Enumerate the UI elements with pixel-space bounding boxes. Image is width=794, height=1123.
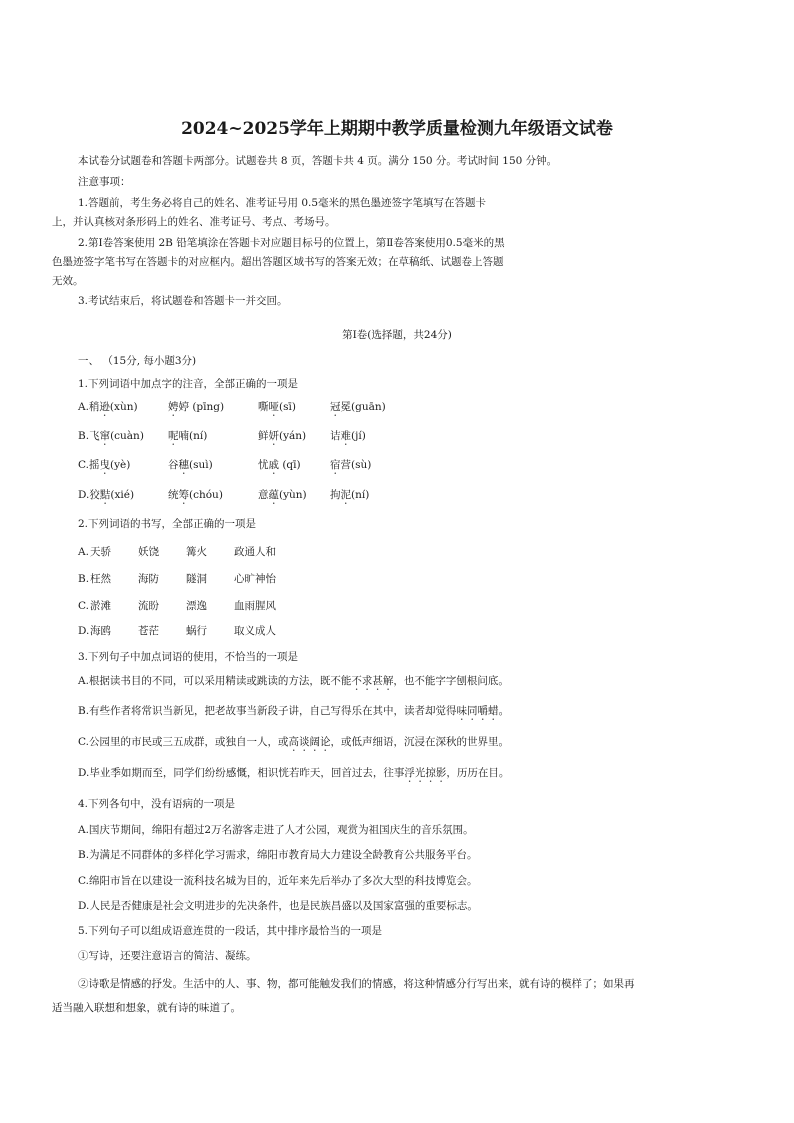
dotted-character: 窜 bbox=[99, 430, 111, 442]
question-2-option-d-word: 蜗行 bbox=[186, 625, 207, 637]
dotted-character: 蕴 bbox=[268, 489, 279, 501]
question-3-option-b bbox=[78, 704, 509, 723]
question-1-option-a-word bbox=[258, 400, 296, 419]
question-1-option-b-word bbox=[78, 429, 144, 448]
marked-phrase: 味同嚼蜡 bbox=[456, 705, 499, 717]
question-1-option-c-word bbox=[168, 458, 213, 477]
dotted-character: 黠 bbox=[99, 489, 111, 501]
notice-2-line-3: 无效。 bbox=[52, 275, 84, 287]
question-2-option-a-word: 天骄 bbox=[90, 546, 111, 558]
option-label: B. bbox=[78, 430, 90, 442]
question-1-option-d-word bbox=[168, 488, 223, 507]
dotted-character: 泥 bbox=[340, 489, 351, 501]
word-text: 飞 bbox=[89, 430, 100, 442]
word-text: (xié) bbox=[110, 489, 135, 501]
question-5-sentence-1: ①写诗，还要注意语言的简洁、凝练。 bbox=[78, 950, 257, 962]
option-text: C.公园里的市民或三五成群，或独自一人，或 bbox=[78, 736, 289, 748]
question-3-stem: 3.下列句子中加点词语的使用，不恰当的一项是 bbox=[78, 651, 299, 663]
dotted-character: 呢 bbox=[168, 430, 179, 442]
question-1-option-a-word bbox=[168, 400, 224, 419]
word-text: 狡 bbox=[89, 489, 100, 501]
option-label: B. bbox=[78, 573, 90, 585]
option-text: ，或低声细语，沉浸在深秋的世界里。 bbox=[330, 736, 509, 748]
notice-heading: 注意事项： bbox=[78, 176, 131, 188]
word-text: 谷 bbox=[168, 459, 179, 471]
word-text: (ní) bbox=[351, 489, 370, 501]
word-text: 冕(guān) bbox=[340, 401, 386, 413]
option-label: D. bbox=[78, 625, 90, 637]
notice-2-line-1: 2.第Ⅰ卷答案使用 2B 铅笔填涂在答题卡对应题目标号的位置上，第Ⅱ卷答案使用0.5毫米的黑 bbox=[78, 237, 505, 249]
option-label: C. bbox=[78, 600, 89, 612]
marked-phrase: 不求甚解 bbox=[351, 675, 394, 687]
option-text: B.有些作者将常识当新见，把老故事当新段子讲，自己写得乐在其中，读者却觉得 bbox=[78, 705, 457, 717]
word-text: (sī) bbox=[279, 401, 296, 413]
question-1-option-c-word bbox=[258, 458, 301, 477]
option-text: A.根据读书目的不同，可以采用精读或跳读的方法，既不能 bbox=[78, 675, 352, 687]
question-5-sentence-2-line-2: 适当融入联想和想象，就有诗的味道了。 bbox=[52, 1002, 241, 1014]
question-2-option-c-word: 流盼 bbox=[138, 600, 159, 612]
question-1-option-d-word bbox=[78, 488, 134, 507]
question-2-option-a-word: 妖饶 bbox=[138, 546, 159, 558]
marked-phrase: 高谈阔论 bbox=[288, 736, 331, 748]
option-label: A. bbox=[78, 401, 89, 413]
word-text: (xùn) bbox=[109, 401, 138, 413]
dotted-character: 戚 bbox=[268, 459, 279, 471]
dotted-character: 娉 bbox=[168, 401, 179, 413]
option-text: ，也不能字字刨根问底。 bbox=[393, 675, 509, 687]
word-text: 营(sù) bbox=[340, 459, 372, 471]
word-text: (jí) bbox=[351, 430, 366, 442]
question-2-option-b-word: 枉然 bbox=[90, 573, 111, 585]
question-1-option-a-word bbox=[78, 400, 138, 419]
question-1-option-c-word bbox=[330, 458, 371, 477]
notice-3: 3.考试结束后，将试题卷和答题卡一并交回。 bbox=[78, 295, 288, 307]
option-label: C. bbox=[78, 459, 89, 471]
question-5-stem: 5.下列句子可以组成语意连贯的一段话，其中排序最恰当的一项是 bbox=[78, 925, 383, 937]
word-text: 意 bbox=[258, 489, 269, 501]
question-2-option-a-word: 政通人和 bbox=[234, 546, 276, 558]
word-text: 喃(ní) bbox=[178, 430, 208, 442]
question-3-option-a bbox=[78, 674, 509, 693]
option-text: ，历历在目。 bbox=[446, 767, 510, 779]
question-3-option-c bbox=[78, 735, 509, 754]
question-2-option-d-word: 海鸥 bbox=[90, 625, 111, 637]
question-2-option-b-word: 心旷神怡 bbox=[234, 573, 276, 585]
dotted-character: 难 bbox=[340, 430, 351, 442]
question-2-option-b-word: 海防 bbox=[138, 573, 159, 585]
dotted-character: 穗 bbox=[178, 459, 189, 471]
exam-intro: 本试卷分试题卷和答题卡两部分。试题卷共 8 页，答题卡共 4 页。满分 150 分。考试时间 150 分钟。 bbox=[78, 155, 558, 167]
question-1-option-c-word bbox=[78, 458, 130, 477]
exam-title: 2024~2025学年上期期中教学质量检测九年级语文试卷 bbox=[181, 119, 613, 139]
question-3-option-d bbox=[78, 766, 509, 785]
word-text: 鲜 bbox=[258, 430, 269, 442]
option-text: 。 bbox=[498, 705, 510, 717]
question-4-option-d: D.人民是否健康是社会文明进步的先决条件，也是民族昌盛以及国家富强的重要标志。 bbox=[78, 900, 478, 912]
option-label: A. bbox=[78, 546, 89, 558]
word-text: (yán) bbox=[279, 430, 307, 442]
dotted-character: 妍 bbox=[268, 430, 279, 442]
dotted-character: 宿 bbox=[330, 459, 341, 471]
word-text: (suì) bbox=[189, 459, 213, 471]
word-text: (yùn) bbox=[279, 489, 307, 501]
word-text: 统 bbox=[168, 489, 179, 501]
option-label: D. bbox=[78, 489, 90, 501]
word-text: (cuàn) bbox=[110, 430, 144, 442]
notice-1-line-2: 上，并认真核对条形码上的姓名、准考证号、考点、考场号。 bbox=[52, 216, 336, 228]
notice-1-line-1: 1.答题前，考生务必将自己的姓名、准考证号用 0.5毫米的黑色墨迹签字笔填写在答题卡 bbox=[78, 197, 487, 209]
question-5-sentence-2-line-1: ②诗歌是情感的抒发。生活中的人、事、物，都可能触发我们的情感，将这种情感分行写出来，就有诗的模样了；如果再 bbox=[78, 978, 635, 990]
word-text: 拘 bbox=[330, 489, 341, 501]
question-2-option-c-word: 漂逸 bbox=[186, 600, 207, 612]
dotted-character: 曳 bbox=[99, 459, 110, 471]
question-1-option-a-word bbox=[330, 400, 386, 419]
question-4-stem: 4.下列各句中，没有语病的一项是 bbox=[78, 798, 236, 810]
marked-phrase: 浮光掠影 bbox=[404, 767, 447, 779]
question-4-option-c: C.绵阳市旨在以建设一流科技名城为目的，近年来先后举办了多次大型的科技博览会。 bbox=[78, 875, 478, 887]
question-2-option-b-word: 隧洞 bbox=[186, 573, 207, 585]
dotted-character: 哑 bbox=[268, 401, 279, 413]
question-2-option-c-word: 淤滩 bbox=[90, 600, 111, 612]
word-text: 嘶 bbox=[258, 401, 269, 413]
question-1-option-b-word bbox=[168, 429, 207, 448]
notice-2-line-2: 色墨迹签字笔书写在答题卡的对应框内。超出答题区域书写的答案无效；在草稿纸、试题卷上答题 bbox=[52, 256, 504, 268]
word-text: (qī) bbox=[279, 459, 301, 471]
question-4-option-b: B.为满足不同群体的多样化学习需求，绵阳市教育局大力建设全龄教育公共服务平台。 bbox=[78, 849, 478, 861]
question-2-option-c-word: 血雨腥风 bbox=[234, 600, 276, 612]
question-4-option-a: A.国庆节期间，绵阳有超过2万名游客走进了人才公园，观赏为祖国庆生的音乐氛围。 bbox=[78, 824, 474, 836]
question-1-option-b-word bbox=[258, 429, 306, 448]
question-1-option-b-word bbox=[330, 429, 366, 448]
word-text: 摇 bbox=[89, 459, 100, 471]
question-1-option-d-word bbox=[258, 488, 307, 507]
dotted-character: 冠 bbox=[330, 401, 341, 413]
word-text: 忧 bbox=[258, 459, 269, 471]
part-one-heading: 一、 （15分, 每小题3分) bbox=[78, 355, 197, 367]
word-text: (yè) bbox=[110, 459, 131, 471]
question-2-option-d-word: 取义成人 bbox=[234, 625, 276, 637]
option-text: D.毕业季如期而至，同学们纷纷感慨，相识恍若昨天，回首过去，往事 bbox=[78, 767, 405, 779]
dotted-character: 逊 bbox=[99, 401, 110, 413]
word-text: 诘 bbox=[330, 430, 341, 442]
question-1-option-d-word bbox=[330, 488, 369, 507]
word-text: 婷 (pīng) bbox=[178, 401, 225, 413]
dotted-character: 筹 bbox=[178, 489, 189, 501]
word-text: (chóu) bbox=[189, 489, 223, 501]
question-2-option-d-word: 苍茫 bbox=[138, 625, 159, 637]
word-text: 稍 bbox=[88, 401, 100, 413]
question-2-option-a-word: 篝火 bbox=[186, 546, 207, 558]
section-title: 第Ⅰ卷(选择题，共24分) bbox=[342, 329, 452, 341]
question-2-stem: 2.下列词语的书写，全部正确的一项是 bbox=[78, 518, 257, 530]
question-1-stem: 1.下列词语中加点字的注音，全部正确的一项是 bbox=[78, 378, 299, 390]
